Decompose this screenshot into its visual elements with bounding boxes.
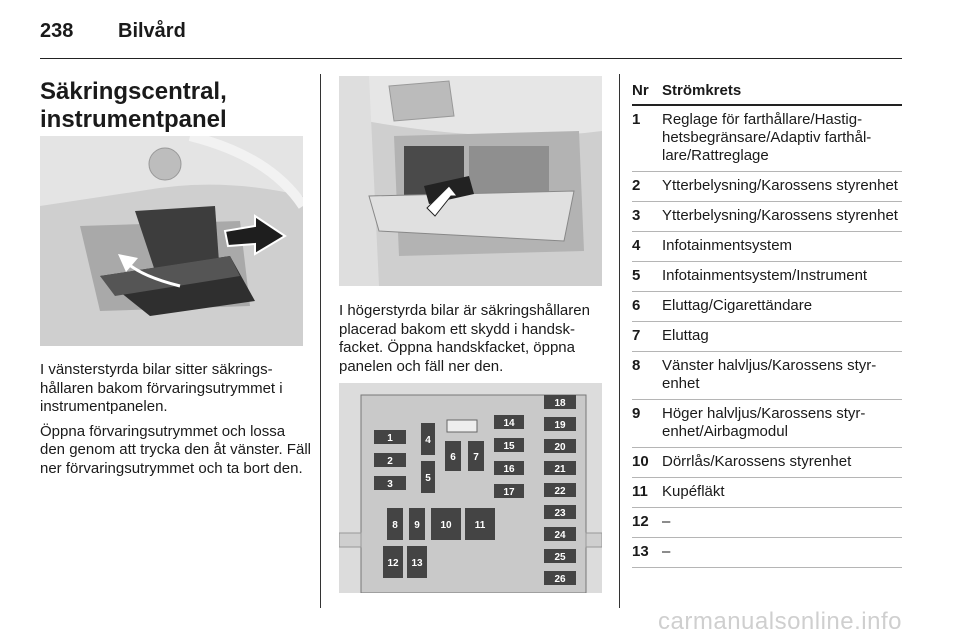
fuse-number: 4: [632, 237, 641, 254]
left-paragraph-2: Öppna förvaringsutrymmet och lossa den genom att trycka den åt vänster. Fäll ner förvaringsutrymmet och ta bort den.: [40, 422, 311, 477]
column-divider-1: [320, 74, 321, 608]
fuse-circuit: Reglage för farthållare/Hastighetsbegränsare/Adaptiv farthållare/Rattreglage: [662, 111, 872, 164]
fuse-10: 10: [440, 520, 452, 531]
header-circuit: Strömkrets: [662, 82, 742, 99]
left-paragraph-1: I vänsterstyrda bilar sitter säkringshållaren bakom förvaringsutrymmet i instrumentpanelen.: [40, 361, 283, 415]
section-title: Säkringscentral, instrumentpanel: [40, 78, 227, 133]
fuse-number: 12: [632, 513, 649, 530]
fuse-circuit: Ytterbelysning/Karossens styrenhet: [662, 207, 898, 224]
header-rule: [40, 58, 902, 59]
fuse-5: 5: [425, 473, 431, 484]
fuse-number: 7: [632, 327, 641, 344]
fuse-number: 2: [632, 177, 641, 194]
table-row: [632, 292, 902, 322]
fuse-number: 9: [632, 405, 641, 422]
table-row: [632, 262, 902, 292]
fuse-23: 23: [554, 508, 566, 519]
table-row: [632, 538, 902, 568]
fuse-3: 3: [387, 479, 393, 490]
rhd-glovebox-illustration: [339, 76, 602, 286]
fuse-25: 25: [554, 552, 566, 563]
middle-paragraph-1: I högerstyrda bilar är säkringshållaren placerad bakom ett skydd i handskfacket. Öppna handskfacket, öppna panelen och fäll ner den.: [339, 302, 590, 375]
table-row: [632, 448, 902, 478]
fuse-number: 3: [632, 207, 641, 224]
table-row: [632, 322, 902, 352]
fuse-number: 6: [632, 297, 641, 314]
chapter-title: Bilvård: [118, 20, 186, 42]
fuse-circuit: –: [662, 513, 671, 530]
fuse-box-diagram: [339, 383, 602, 593]
fuse-number: 11: [632, 483, 648, 500]
fuse-11: 11: [474, 520, 486, 531]
table-row: [632, 106, 902, 172]
fuse-circuit: Dörrlås/Karossens styrenhet: [662, 453, 852, 470]
table-row: [632, 508, 902, 538]
middle-text: [339, 302, 611, 382]
fuse-number: 13: [632, 543, 649, 560]
fuse-circuit: Eluttag/Cigarettändare: [662, 297, 813, 314]
fuse-circuit: Infotainmentsystem/Instrument: [662, 267, 868, 284]
fuse-circuit: –: [662, 543, 671, 560]
fuse-number: 5: [632, 267, 641, 284]
watermark: carmanualsonline.info: [658, 608, 902, 635]
table-row: [632, 478, 902, 508]
fuse-circuit: Infotainmentsystem: [662, 237, 793, 254]
fuse-13: 13: [411, 558, 423, 569]
column-divider-2: [619, 74, 620, 608]
fuse-table: [632, 82, 902, 568]
fuse-circuit: Eluttag: [662, 327, 709, 344]
fuse-7: 7: [473, 452, 479, 463]
fuse-4: 4: [425, 435, 431, 446]
lhd-storage-illustration: [40, 136, 303, 346]
table-header: [632, 82, 902, 106]
left-text: [40, 361, 312, 484]
fuse-8: 8: [392, 520, 398, 531]
fuse-19: 19: [554, 420, 566, 431]
table-row: [632, 400, 902, 448]
fuse-9: 9: [414, 520, 420, 531]
fuse-circuit: Ytterbelysning/Karossens styrenhet: [662, 177, 898, 194]
table-row: [632, 352, 902, 400]
fuse-24: 24: [554, 530, 566, 541]
fuse-14: 14: [503, 418, 515, 429]
fuse-15: 15: [503, 441, 515, 452]
fuse-18: 18: [554, 398, 566, 409]
header-nr: Nr: [632, 82, 649, 99]
fuse-16: 16: [503, 464, 515, 475]
fuse-22: 22: [554, 486, 566, 497]
fuse-12: 12: [387, 558, 399, 569]
page-number: 238: [40, 20, 74, 42]
table-row: [632, 232, 902, 262]
fuse-26: 26: [554, 574, 566, 585]
table-row: [632, 202, 902, 232]
table-row: [632, 172, 902, 202]
fuse-20: 20: [554, 442, 566, 453]
fuse-circuit: Höger halvljus/Karossens styrenhet/Airbagmodul: [662, 405, 866, 440]
fuse-17: 17: [503, 487, 515, 498]
fuse-2: 2: [387, 456, 393, 467]
fuse-number: 1: [632, 111, 641, 128]
fuse-circuit: Vänster halvljus/Karossens styrenhet: [662, 357, 877, 392]
fuse-number: 10: [632, 453, 649, 470]
fuse-circuit: Kupéfläkt: [662, 483, 725, 500]
fuse-21: 21: [554, 464, 566, 475]
fuse-1: 1: [387, 433, 393, 444]
fuse-6: 6: [450, 452, 456, 463]
fuse-number: 8: [632, 357, 641, 374]
